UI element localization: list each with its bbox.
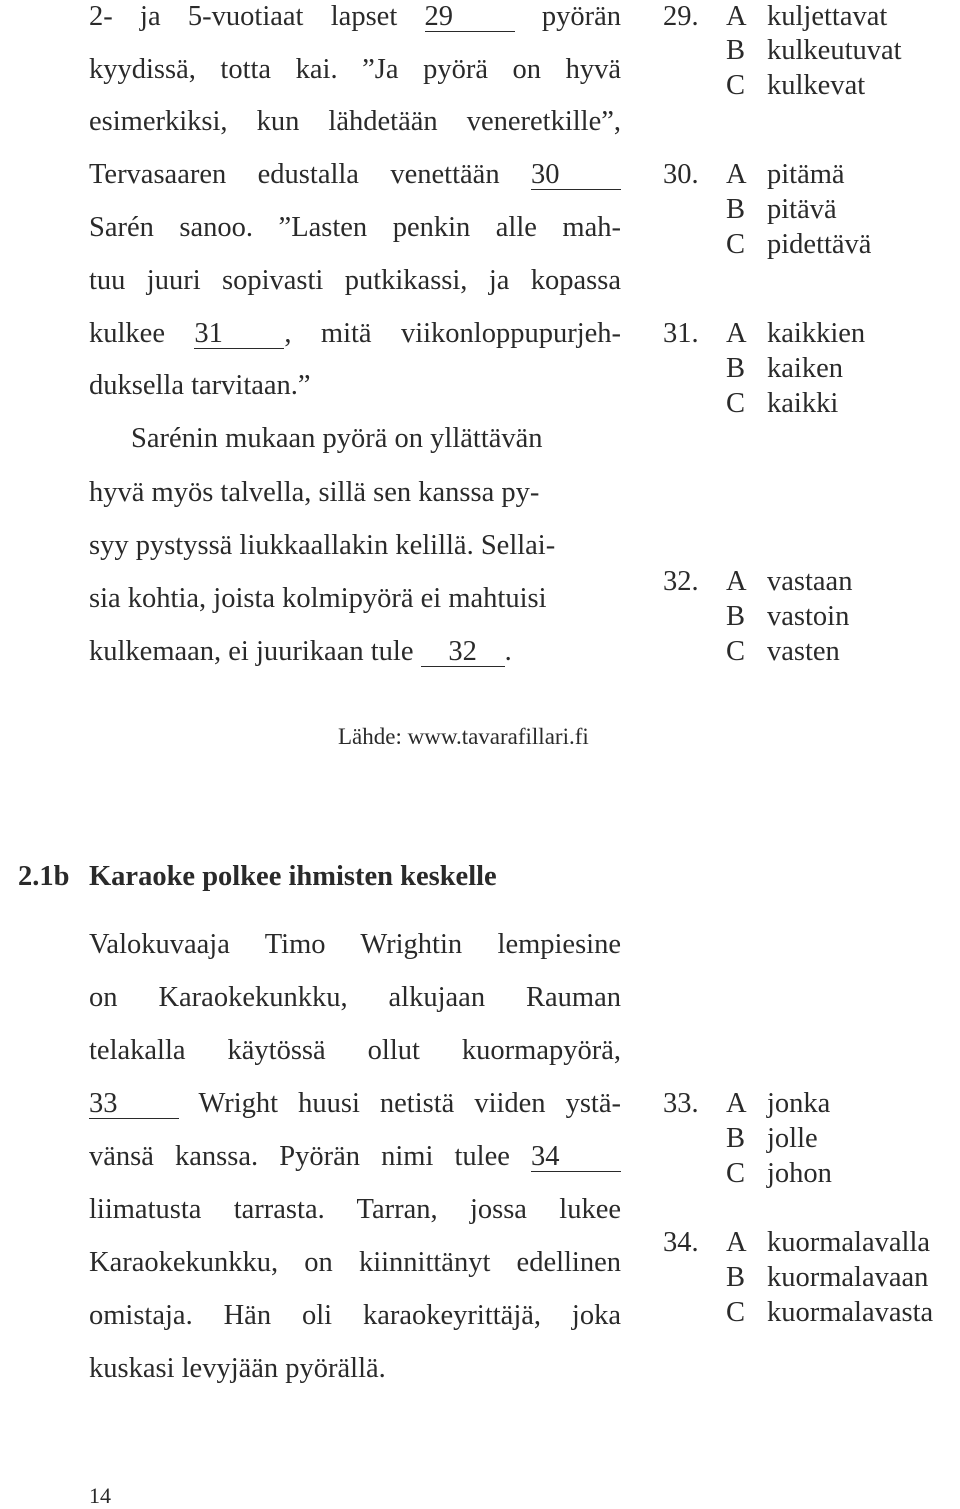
option-letter: A bbox=[726, 1, 747, 32]
blank-32: 32 bbox=[421, 637, 505, 667]
text-span: kulkee bbox=[89, 318, 195, 349]
option-letter: B bbox=[726, 353, 746, 384]
blank-29: 29 bbox=[425, 2, 515, 32]
option-text: jonka bbox=[767, 1088, 831, 1119]
text-span: Wright huusi netistä viiden ystä- bbox=[179, 1088, 621, 1119]
text-line bbox=[89, 1087, 621, 1121]
option-letter: C bbox=[726, 1297, 746, 1328]
blank-31: 31 bbox=[194, 319, 284, 349]
text-span: 2- ja 5-vuotiaat lapset bbox=[89, 1, 425, 32]
text-line: esimerkiksi, kun lähdetään veneretkille”, bbox=[89, 106, 621, 137]
text-line: tuu juuri sopivasti putkikassi, ja kopassa bbox=[89, 265, 621, 296]
text-line: kuskasi levyjään pyörällä. bbox=[89, 1353, 386, 1384]
text-line bbox=[89, 0, 621, 34]
text-line: hyvä myös talvella, sillä sen kanssa py- bbox=[89, 477, 540, 508]
text-span: kulkemaan, ei juurikaan tule bbox=[89, 636, 421, 667]
option-text: kuormalavaan bbox=[767, 1262, 929, 1293]
option-letter: B bbox=[726, 1262, 746, 1293]
text-line: omistaja. Hän oli karaokeyrittäjä, joka bbox=[89, 1300, 621, 1331]
text-line bbox=[89, 317, 621, 351]
option-letter: C bbox=[726, 70, 746, 101]
option-text: vastaan bbox=[767, 566, 853, 597]
question-number: 33. bbox=[663, 1088, 699, 1119]
question-number: 30. bbox=[663, 159, 699, 190]
option-letter: C bbox=[726, 1158, 746, 1189]
option-text: kuormalavalla bbox=[767, 1227, 931, 1258]
blank-33: 33 bbox=[89, 1089, 179, 1119]
option-text: kuljettavat bbox=[767, 1, 888, 32]
blank-34: 34 bbox=[531, 1142, 621, 1172]
option-text: kulkeutuvat bbox=[767, 35, 902, 66]
blank-30: 30 bbox=[531, 160, 621, 190]
option-text: pitävä bbox=[767, 194, 837, 225]
text-line: kyydissä, totta kai. ”Ja pyörä on hyvä bbox=[89, 54, 621, 85]
option-letter: B bbox=[726, 35, 746, 66]
page-number: 14 bbox=[89, 1483, 111, 1508]
option-text: kuormalavasta bbox=[767, 1297, 934, 1328]
question-number: 29. bbox=[663, 1, 699, 32]
option-text: vastoin bbox=[767, 601, 850, 632]
option-text: kulkevat bbox=[767, 70, 866, 101]
option-text: pitämä bbox=[767, 159, 845, 190]
text-line: Sarén sanoo. ”Lasten penkin alle mah- bbox=[89, 212, 621, 243]
question-number: 31. bbox=[663, 318, 699, 349]
option-letter: B bbox=[726, 601, 746, 632]
option-letter: C bbox=[726, 388, 746, 419]
option-text: vasten bbox=[767, 636, 840, 667]
text-span: , mitä viikonloppupurjeh- bbox=[284, 318, 621, 349]
option-letter: A bbox=[726, 1227, 747, 1258]
option-letter: A bbox=[726, 318, 747, 349]
text-line: sia kohtia, joista kolmipyörä ei mahtuisi bbox=[89, 583, 547, 614]
text-line: telakalla käytössä ollut kuormapyörä, bbox=[89, 1035, 621, 1066]
text-span: pyörän bbox=[514, 1, 621, 32]
section-title: Karaoke polkee ihmisten keskelle bbox=[89, 861, 497, 892]
text-line: Valokuvaaja Timo Wrightin lempiesine bbox=[89, 929, 621, 960]
option-text: pidettävä bbox=[767, 229, 872, 260]
option-text: kaiken bbox=[767, 353, 843, 384]
text-span: . bbox=[504, 636, 512, 667]
text-line bbox=[89, 635, 621, 669]
option-letter: C bbox=[726, 229, 746, 260]
text-span: Tervasaaren edustalla venettään bbox=[89, 159, 531, 190]
question-number: 34. bbox=[663, 1227, 699, 1258]
option-letter: A bbox=[726, 159, 747, 190]
source-citation: Lähde: www.tavarafillari.fi bbox=[338, 724, 589, 749]
text-line: liimatusta tarrasta. Tarran, jossa lukee bbox=[89, 1194, 621, 1225]
option-letter: C bbox=[726, 636, 746, 667]
text-line bbox=[89, 158, 621, 192]
option-text: jolle bbox=[767, 1123, 818, 1154]
option-text: kaikki bbox=[767, 388, 839, 419]
text-line-indented: Sarénin mukaan pyörä on yllättävän bbox=[131, 423, 543, 454]
question-number: 32. bbox=[663, 566, 699, 597]
option-text: johon bbox=[767, 1158, 832, 1189]
text-line bbox=[89, 1140, 621, 1174]
option-letter: A bbox=[726, 1088, 747, 1119]
option-letter: B bbox=[726, 1123, 746, 1154]
text-line: Karaokekunkku, on kiinnittänyt edellinen bbox=[89, 1247, 621, 1278]
option-text: kaikkien bbox=[767, 318, 866, 349]
text-line: duksella tarvitaan.” bbox=[89, 370, 311, 401]
option-letter: B bbox=[726, 194, 746, 225]
option-letter: A bbox=[726, 566, 747, 597]
text-line: syy pystyssä liukkaallakin kelillä. Sellai- bbox=[89, 530, 556, 561]
text-line: on Karaokekunkku, alkujaan Rauman bbox=[89, 982, 621, 1013]
text-span: vänsä kanssa. Pyörän nimi tulee bbox=[89, 1141, 531, 1172]
section-number: 2.1b bbox=[18, 861, 70, 892]
